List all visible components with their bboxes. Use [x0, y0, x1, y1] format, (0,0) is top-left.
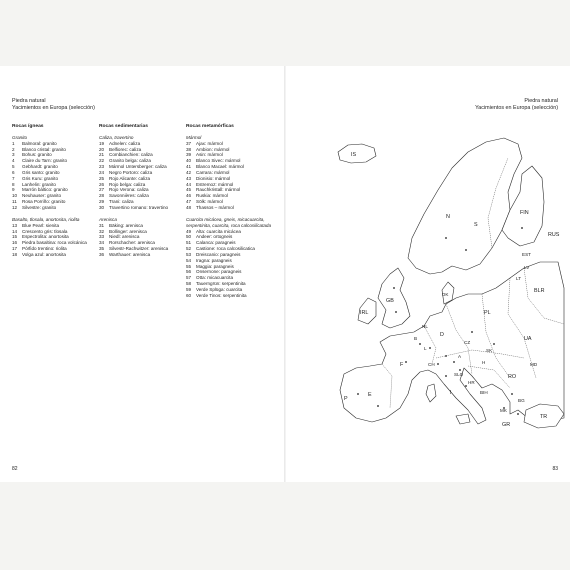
map-label-lt: LT [516, 276, 522, 281]
stone-name: Espectrolita: anortosita [22, 234, 69, 240]
stone-name: Volga azul: anortosita [22, 251, 66, 257]
stone-number: 23 [99, 164, 105, 170]
stone-name: Savonnières: caliza [109, 193, 149, 199]
stone-number: 48 [186, 204, 192, 210]
stone-number: 46 [186, 193, 192, 199]
group-limestone [99, 135, 183, 211]
map-label-s: S [474, 222, 478, 228]
map-label-gb: GB [386, 298, 394, 304]
stone-name: Blanco Macael: mármol [196, 164, 244, 170]
stone-name: Carrara: mármol [196, 169, 230, 175]
stone-number: 58 [186, 281, 192, 287]
stone-name: Trani: caliza [109, 199, 134, 205]
stone-name: Rojo Alicante: caliza [109, 175, 151, 181]
map-label-n: N [446, 214, 450, 220]
stone-number: 14 [12, 228, 18, 234]
map-label-mk: MK [500, 408, 507, 413]
stone-list [186, 229, 278, 299]
deposit-marker [429, 347, 431, 349]
stone-name: Rauchkristall: mármol [196, 187, 241, 193]
stone-number: 57 [186, 275, 192, 281]
stone-name: Belfiorec: caliza [109, 146, 142, 152]
sardinia-shape [426, 384, 436, 402]
column-heading: Rocas ígneas [12, 124, 44, 129]
stone-number: 45 [186, 187, 192, 193]
stone-number: 51 [186, 240, 192, 246]
stone-number: 16 [12, 240, 18, 246]
stone-name: Gris Kuru: granito [22, 175, 58, 181]
stone-name: Calanca: paragneis [196, 240, 236, 246]
map-label-est: EST [522, 252, 531, 257]
stone-name: Ruskia: mármol [196, 193, 228, 199]
stone-number: 33 [99, 234, 105, 240]
deposit-marker [393, 287, 395, 289]
stone-name: Blue Pearl: sienita [22, 222, 60, 228]
map-label-bg: BG [518, 398, 525, 403]
group-title: Cuarcita micácea, gneis, micacuarcita, serpentinita, cuarcita, roca calcosilicatada [186, 216, 272, 228]
stone-list [99, 223, 183, 258]
stone-number: 2 [12, 146, 15, 152]
deposit-marker [437, 363, 439, 365]
stone-number: 26 [99, 181, 105, 187]
stone-number: 12 [12, 204, 18, 210]
stone-name: Verde Tinos: serpentinita [196, 292, 247, 298]
stone-number: 43 [186, 175, 192, 181]
stone-number: 53 [186, 251, 192, 257]
stone-number: 59 [186, 286, 192, 292]
map-label-fin: FIN [520, 210, 529, 216]
group-basalt [12, 217, 94, 258]
column-igneous-rocks [12, 124, 94, 258]
stone-number: 25 [99, 175, 105, 181]
column-sedimentary-rocks [99, 124, 183, 258]
map-label-rus: RUS [548, 232, 560, 238]
stone-name: Ajax: mármol [196, 140, 223, 146]
stone-name: Iragna: paragneis [196, 257, 232, 263]
stone-number: 28 [99, 193, 105, 199]
stone-name: Andeer: ortogneis [196, 234, 233, 240]
stone-name: Combianchien: caliza [109, 152, 153, 158]
map-label-ro: RO [508, 374, 517, 380]
stone-list [99, 141, 183, 211]
stone-number: 20 [99, 146, 105, 152]
stone-name: Blanco cristal: granito [22, 146, 66, 152]
stone-number: 24 [99, 169, 105, 175]
stone-name: Verde Splüga: cuarcita [196, 286, 243, 292]
map-label-bih: BIH [480, 390, 488, 395]
map-label-tr: TR [540, 414, 548, 420]
stone-number: 10 [12, 193, 18, 199]
stone-number: 47 [186, 199, 192, 205]
stone-number: 3 [12, 152, 15, 158]
deposit-marker [459, 369, 461, 371]
map-label-a: A [458, 354, 462, 359]
deposit-marker [445, 237, 447, 239]
map-label-f: F [400, 362, 404, 368]
stone-name: Castione: roca calcosilicatica [196, 246, 255, 252]
stone-name: Pórfido trentino: riolita [22, 246, 67, 252]
stone-number: 30 [99, 204, 105, 210]
map-label-gr: GR [502, 422, 511, 428]
map-label-md: MD [530, 362, 538, 367]
stone-number: 21 [99, 152, 105, 158]
stone-name: Thassos – mármol [196, 204, 234, 210]
stone-number: 50 [186, 234, 192, 240]
stone-number: 40 [186, 158, 192, 164]
running-title: Piedra natural [524, 98, 558, 104]
stone-name: Gebhardt: granito [22, 164, 58, 170]
stone-name: Granito belga: caliza [109, 158, 151, 164]
stone-number: 13 [12, 222, 18, 228]
stone-name: Lanhelin: granito [22, 181, 56, 187]
stone-name: Silvestre: granito [22, 204, 57, 210]
map-label-blr: BLR [534, 288, 545, 294]
deposit-marker [377, 405, 379, 407]
stone-list-item [186, 293, 278, 299]
stone-number: 52 [186, 246, 192, 252]
stone-name: Rosa Porriño: granito [22, 199, 66, 205]
deposit-marker [405, 361, 407, 363]
stone-number: 22 [99, 158, 105, 164]
map-label-i: I [450, 390, 452, 396]
stone-number: 11 [12, 199, 17, 205]
group-title: Granito [12, 134, 28, 140]
stone-number: 60 [186, 292, 192, 298]
map-label-p: P [344, 396, 348, 402]
stone-number: 17 [12, 246, 18, 252]
stone-name: Piedra basaltina: roca volcánica [22, 240, 87, 246]
stone-name: Bollinger: arenisca [109, 228, 147, 234]
stone-name: Onsernone: paragneis [196, 269, 242, 275]
running-subtitle: Yacimientos en Europa (selección) [12, 104, 95, 111]
stone-name: Claire du Tarn: granito [22, 158, 68, 164]
group-granite [12, 135, 94, 211]
great-britain-shape [378, 268, 410, 328]
group-title: Arenisca [99, 216, 117, 222]
stone-number: 49 [186, 228, 192, 234]
deposit-marker [395, 311, 397, 313]
stone-number: 1 [12, 140, 15, 146]
stone-list [186, 141, 278, 211]
map-label-h: H [482, 360, 486, 365]
stone-number: 38 [186, 146, 192, 152]
deposit-marker [445, 375, 447, 377]
europe-map-svg [296, 118, 566, 458]
map-label-nl: NL [422, 324, 428, 329]
map-label-hr: HR [468, 380, 475, 385]
stone-name: Rojo belga: caliza [109, 181, 146, 187]
deposit-marker [511, 393, 513, 395]
stone-number: 5 [12, 164, 15, 170]
map-label-sk: SK [486, 348, 493, 353]
left-page-header [12, 98, 95, 111]
stone-number: 4 [12, 158, 15, 164]
stone-name: Silvestr-Rachwitzer: arenisca [109, 246, 169, 252]
stone-number: 32 [99, 228, 105, 234]
map-label-l: L [424, 346, 427, 351]
deposit-marker [521, 227, 523, 229]
stone-name: Warthauer: arenisca [109, 251, 151, 257]
stone-name: Niedl: arenisca [109, 234, 140, 240]
deposit-marker [493, 343, 495, 345]
stone-list [12, 141, 94, 211]
stone-name: Gris santo: granito [22, 169, 60, 175]
column-heading: Rocas metamórficas [186, 124, 234, 129]
right-page-header [475, 98, 558, 111]
stone-name: Estremoz: mármol [196, 181, 234, 187]
stone-number: 8 [12, 181, 15, 187]
stone-number: 9 [12, 187, 15, 193]
deposit-marker [445, 355, 447, 357]
page-number-left: 82 [12, 466, 18, 472]
page-number-right: 83 [552, 466, 558, 472]
stone-number: 42 [186, 169, 192, 175]
stone-list-item [99, 252, 183, 258]
stone-number: 31 [99, 222, 105, 228]
stone-list [12, 223, 94, 258]
stone-name: Adnelen: caliza [109, 140, 141, 146]
stone-name: Otta: micacuarcita [196, 275, 234, 281]
deposit-marker [465, 385, 467, 387]
stone-name: Ambion: mármol [196, 146, 230, 152]
stone-number: 7 [12, 175, 15, 181]
stone-number: 36 [99, 251, 105, 257]
map-label-dk: DK [442, 292, 449, 297]
map-label-cz: CZ [464, 340, 471, 345]
stone-name: Dionisio: mármol [196, 175, 231, 181]
europe-outline-map [296, 118, 566, 458]
stone-name: Blanco Sivec: mármol [196, 158, 241, 164]
stone-list-item [12, 252, 94, 258]
stone-number: 41 [186, 164, 192, 170]
stone-name: Asin: mármol [196, 152, 223, 158]
stone-number: 18 [12, 251, 18, 257]
stone-name: Crescento gris: tlosala [22, 228, 68, 234]
map-label-d: D [440, 332, 444, 338]
stone-name: Travertino romano: travertino [109, 204, 169, 210]
stone-name: Neuhauser: granito [22, 193, 62, 199]
stone-name: Negro Portoro: caliza [109, 169, 153, 175]
map-label-b: B [414, 336, 418, 341]
stone-number: 15 [12, 234, 18, 240]
stone-number: 34 [99, 240, 105, 246]
group-gneiss [186, 217, 278, 299]
deposit-marker [453, 361, 455, 363]
sicily-shape [456, 414, 470, 424]
map-label-e: E [368, 392, 372, 398]
stone-name: Dreiscanio: paragneis [196, 251, 241, 257]
stone-name: Rojo Verona: caliza [109, 187, 149, 193]
column-heading: Rocas sedimentarias [99, 124, 148, 129]
stone-name: Bohus: granito [22, 152, 52, 158]
map-label-lv: LV [524, 265, 530, 270]
stone-name: Rorschacher: arenisca [109, 240, 155, 246]
stone-name: Sölk: mármol [196, 199, 223, 205]
stone-name: Maggia: paragneis [196, 263, 234, 269]
stone-number: 55 [186, 263, 192, 269]
stone-number: 37 [186, 140, 192, 146]
book-spread [0, 66, 570, 482]
map-label-ch: CH [428, 362, 435, 367]
map-label-pl: PL [484, 310, 491, 316]
stone-name: Tauerngrün: serpentinita [196, 281, 246, 287]
group-title: Mármol [186, 134, 202, 140]
group-title: Basalto, tlosala, anortosita, riolita [12, 216, 80, 222]
map-label-ua: UA [524, 336, 532, 342]
column-metamorphic-rocks [186, 124, 278, 299]
book-gutter [284, 66, 286, 482]
stone-name: Mármol Untersberger: caliza [109, 164, 167, 170]
running-subtitle: Yacimientos en Europa (selección) [475, 104, 558, 111]
stone-number: 29 [99, 199, 105, 205]
deposit-marker [357, 393, 359, 395]
stone-number: 6 [12, 169, 15, 175]
deposit-marker [465, 249, 467, 251]
group-sandstone [99, 217, 183, 258]
group-marble [186, 135, 278, 211]
group-title: Caliza, travertino [99, 134, 134, 140]
stone-name: Marrón báltico: granito [22, 187, 68, 193]
stone-name: Balmoral: granito [22, 140, 57, 146]
stone-number: 44 [186, 181, 192, 187]
scandinavia-shape [408, 138, 522, 274]
running-title: Piedra natural [12, 98, 46, 104]
map-label-slo: SLO [454, 372, 464, 377]
deposit-marker [471, 331, 473, 333]
stone-number: 27 [99, 187, 105, 193]
deposit-marker [419, 343, 421, 345]
stone-number: 19 [99, 140, 105, 146]
stone-number: 56 [186, 269, 192, 275]
stone-number: 54 [186, 257, 192, 263]
deposit-marker [517, 413, 519, 415]
iceland-shape [338, 144, 376, 163]
stone-name: Bäking: arenisca [109, 222, 143, 228]
map-label-is: IS [351, 152, 357, 158]
stone-number: 39 [186, 152, 192, 158]
stone-number: 35 [99, 246, 105, 252]
stone-name: Alta: cuarcita micácea [196, 228, 241, 234]
map-label-irl: IRL [360, 310, 369, 316]
